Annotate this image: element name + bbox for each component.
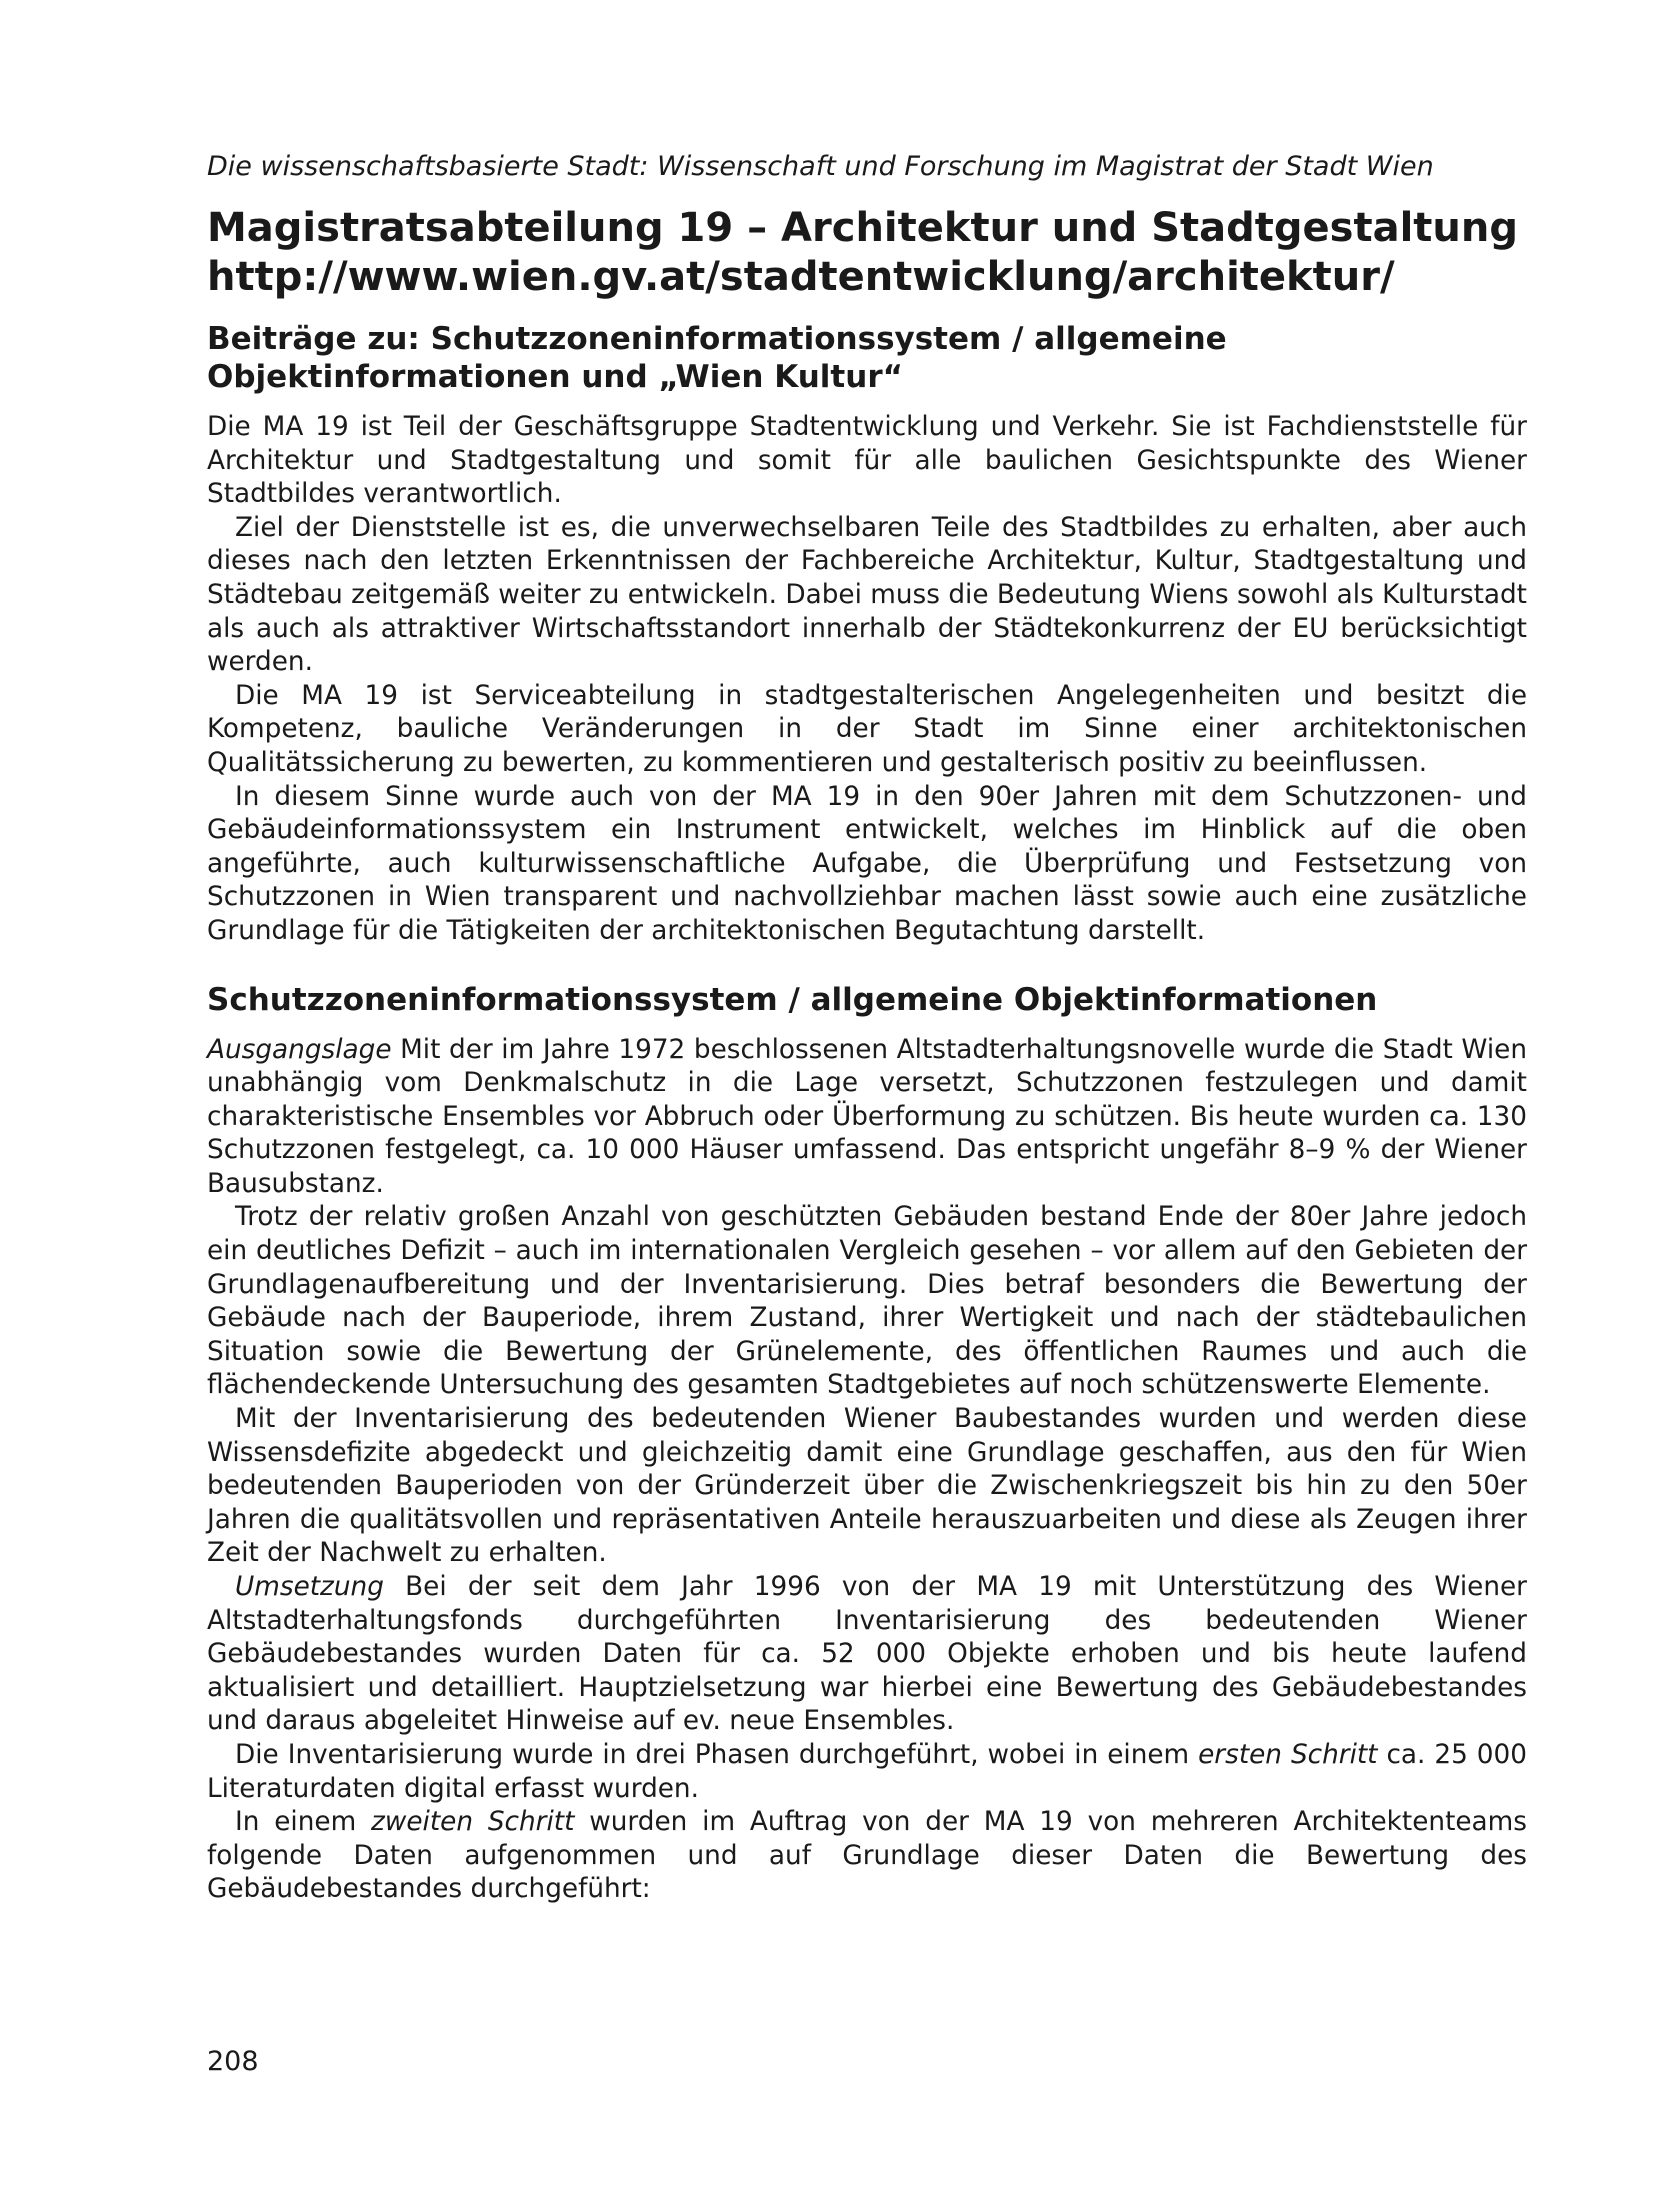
subtitle-line-1: Beiträge zu: Schutzzoneninformationssystem / allgemeine (207, 321, 1227, 357)
section-heading: Schutzzoneninformationssystem / allgemeine Objektinformationen (207, 981, 1378, 1018)
emphasis-ersten-schritt: ersten Schritt (1198, 1739, 1378, 1770)
emphasis-zweiten-schritt: zweiten Schritt (371, 1807, 575, 1838)
intro-paragraph-3: Die MA 19 ist Serviceabteilung in stadtgestalterischen Angelegenheiten und besitzt die Kompetenz, bauliche Veränderungen in der Stadt im Sinne einer architektonischen Qualitätssicherung zu bewerten, zu kommentieren und gestalterisch positiv zu beeinflussen. (207, 680, 1527, 778)
paragraph-text: In einem (235, 1807, 372, 1838)
page-title: Magistratsabteilung 19 – Architektur und Stadtgestaltung (207, 205, 1519, 251)
running-header: Die wissenschaftsbasierte Stadt: Wissenschaft und Forschung im Magistrat der Stadt Wien (207, 151, 1434, 182)
paragraph-text: Mit der im Jahre 1972 beschlossenen Altstadterhaltungsnovelle wurde die Stadt Wien unabhängig vom Denkmalschutz in die Lage versetzt, Schutzzonen festzulegen und damit charakteristische Ensembles vor Abbruch oder Überformung zu schützen. Bis heute wurden ca. 130 Schutzzonen festgelegt, ca. 10 000 Häuser umfassend. Das entspricht ungefähr 8–9 % der Wiener Bausubstanz. (207, 1034, 1527, 1199)
section-paragraph-1 (207, 1034, 1527, 1202)
paragraph-text: wurden im Auftrag von der MA 19 von mehreren Architektenteams folgende Daten aufgenommen und auf Grundlage dieser Daten die Bewertung des Gebäudebestandes durchgeführt: (207, 1807, 1527, 1905)
intro-paragraph-2: Ziel der Dienststelle ist es, die unverwechselbaren Teile des Stadtbildes zu erhalten, aber auch dieses nach den letzten Erkenntnissen der Fachbereiche Architektur, Kultur, Stadtgestaltung und Städtebau zeitgemäß weiter zu entwickeln. Dabei muss die Bedeutung Wiens sowohl als Kulturstadt als auch als attraktiver Wirtschaftsstandort innerhalb der Städtekonkurrenz der EU berücksichtigt werden. (207, 512, 1527, 678)
section-paragraph-3: Mit der Inventarisierung des bedeutenden Wiener Baubestandes wurden und werden diese Wissensdefizite abgedeckt und gleichzeitig damit eine Grundlage geschaffen, aus den für Wien bedeutenden Bauperioden von der Gründerzeit über die Zwischenkriegszeit bis hin zu den 50er Jahren die qualitätsvollen und repräsentativen Anteile herauszuarbeiten und diese als Zeugen ihrer Zeit der Nachwelt zu erhalten. (207, 1404, 1527, 1569)
department-url[interactable]: http://www.wien.gv.at/stadtentwicklung/architektur/ (207, 254, 1395, 300)
paragraph-text: Die Inventarisierung wurde in drei Phasen durchgeführt, wobei in einem (235, 1739, 1199, 1770)
intro-paragraph-4: In diesem Sinne wurde auch von der MA 19 in den 90er Jahren mit dem Schutzzonen- und Gebäudeinformationssystem ein Instrument entwickelt, welches im Hinblick auf die oben angeführte, auch kulturwissenschaftliche Aufgabe, die Überprüfung und Festsetzung von Schutzzonen in Wien transparent und nachvollziehbar machen lässt sowie auch eine zusätzliche Grundlage für die Tätigkeiten der architektonischen Begutachtung darstellt. (207, 781, 1527, 946)
section-paragraph-5 (207, 1739, 1527, 1806)
page-content (207, 150, 1527, 1907)
section-paragraph-2: Trotz der relativ großen Anzahl von geschützten Gebäuden bestand Ende der 80er Jahre jedoch ein deutliches Defizit – auch im internationalen Vergleich gesehen – vor allem auf den Gebieten der Grundlagenaufbereitung und der Inventarisierung. Dies betraf besonders die Bewertung der Gebäude nach der Bauperiode, ihrem Zustand, ihrer Wertigkeit und nach der städtebaulichen Situation sowie die Bewertung der Grünelemente, des öffentlichen Raumes und auch die flächendeckende Untersuchung des gesamten Stadtgebietes auf noch schützenswerte Elemente. (207, 1202, 1527, 1401)
paragraph-label-umsetzung: Umsetzung (235, 1572, 384, 1602)
intro-paragraph-1: Die MA 19 ist Teil der Geschäftsgruppe Stadtentwicklung und Verkehr. Sie ist Fachdienststelle für Architektur und Stadtgestaltung und somit für alle baulichen Gesichtspunkte des Wiener Stadtbildes verantwortlich. (207, 412, 1527, 510)
section-paragraph-4 (207, 1571, 1527, 1739)
page-number: 208 (207, 2046, 259, 2077)
paragraph-text: Bei der seit dem Jahr 1996 von der MA 19 mit Unterstützung des Wiener Altstadterhaltungsfonds durchgeführten Inventarisierung des bedeutenden Wiener Gebäudebestandes wurden Daten für ca. 52 000 Objekte erhoben und bis heute laufend aktualisiert und detailliert. Hauptzielsetzung war hierbei eine Bewertung des Gebäudebestandes und daraus abgeleitet Hinweise auf ev. neue Ensembles. (207, 1572, 1527, 1737)
section-paragraph-6 (207, 1806, 1527, 1907)
subtitle-line-2: Objektinformationen und „Wien Kultur“ (207, 359, 903, 395)
paragraph-label-ausgangslage: Ausgangslage (207, 1034, 392, 1065)
subtitle (207, 320, 1527, 396)
paragraph-text: ca. 25 000 Literaturdaten digital erfasst wurden. (207, 1739, 1527, 1804)
